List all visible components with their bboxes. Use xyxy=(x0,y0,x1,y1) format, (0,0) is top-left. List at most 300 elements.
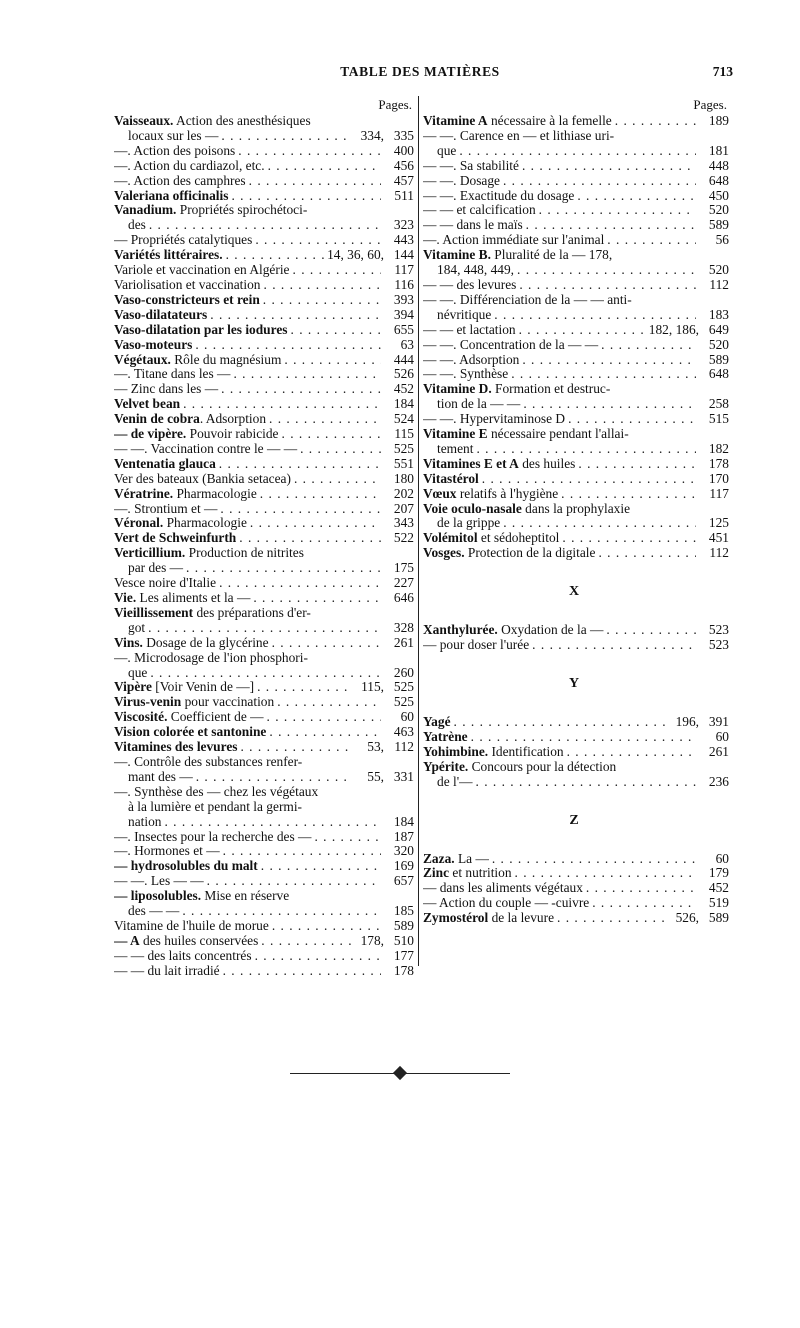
right-column xyxy=(418,96,733,966)
index-entry xyxy=(114,203,414,233)
index-entry xyxy=(419,502,729,532)
entry-heading: Vitamines E et A xyxy=(423,456,519,471)
entry-subject: Ver des bateaux (Bankia setacea) xyxy=(114,471,291,486)
entry-line xyxy=(114,949,414,964)
entry-line xyxy=(114,651,414,666)
entry-line xyxy=(423,881,729,896)
index-entry xyxy=(419,203,729,218)
entry-subject: Concours pour la détection xyxy=(468,759,617,774)
entry-continuation xyxy=(114,561,414,576)
entry-continuation-text: got xyxy=(128,620,146,635)
entry-page: 520 xyxy=(708,203,729,218)
dot-leader xyxy=(263,293,381,308)
index-entry xyxy=(114,844,414,859)
entry-line xyxy=(423,367,729,382)
entry-page: 170 xyxy=(708,471,729,486)
entry-page: 115, xyxy=(361,680,384,695)
index-entry xyxy=(419,457,729,472)
section-letter: X xyxy=(568,584,580,600)
entry-line xyxy=(423,427,729,442)
entry-subject: . Adsorption xyxy=(199,412,267,427)
entry-text xyxy=(423,218,523,233)
entry-subject: — —. Dosage xyxy=(423,173,500,188)
dot-leader xyxy=(561,487,696,502)
entry-line xyxy=(114,785,414,800)
entry-page: 236 xyxy=(708,774,729,789)
entry-line xyxy=(114,487,414,502)
index-entry xyxy=(419,896,729,911)
entry-line xyxy=(423,382,729,397)
entry-page: 60 xyxy=(400,710,414,725)
index-entry xyxy=(419,367,729,382)
entry-page: 452 xyxy=(708,881,729,896)
entry-continuation-text: locaux sur les — xyxy=(128,128,219,143)
entry-text xyxy=(114,323,288,338)
entry-subject: dans la prophylaxie xyxy=(521,501,631,516)
entry-line xyxy=(423,546,729,561)
entry-text xyxy=(114,338,192,353)
entry-page: 334, xyxy=(360,128,384,143)
entry-continuation-text: mant des — xyxy=(128,769,193,784)
index-entry xyxy=(114,144,414,159)
entry-subject: — —. Différenciation de la — — anti- xyxy=(423,292,632,307)
entry-subject: de la levure xyxy=(488,911,555,926)
entry-heading: Virus-venin xyxy=(114,695,182,710)
entry-subject: des préparations d'er- xyxy=(193,605,311,620)
entry-heading: Vipère xyxy=(114,680,152,695)
entry-page: 55, xyxy=(367,769,384,784)
index-entry xyxy=(419,760,729,790)
entry-text xyxy=(114,606,311,621)
entry-subject: —. Insectes pour la recherche des — xyxy=(114,829,312,844)
entry-line xyxy=(114,308,414,323)
dot-leader xyxy=(293,263,382,278)
dot-leader xyxy=(454,715,666,730)
entry-subject: — —. Concentration de la — — xyxy=(423,337,599,352)
entry-line xyxy=(114,680,414,695)
entry-line xyxy=(114,755,414,770)
entry-page: 117 xyxy=(709,486,729,501)
entry-text xyxy=(423,896,589,911)
index-entry xyxy=(114,755,414,785)
entry-heading: Vieillissement xyxy=(114,605,194,620)
entry-page: 515 xyxy=(708,412,729,427)
entry-line xyxy=(114,367,414,382)
dot-leader xyxy=(476,442,696,457)
entry-subject: — — dans le maïs xyxy=(423,218,523,233)
entry-line xyxy=(114,472,414,487)
entry-line xyxy=(423,174,729,189)
dot-leader xyxy=(164,815,381,830)
entry-heading: Yatrène xyxy=(423,729,468,744)
entry-heading: Vert de Schweinfurth xyxy=(114,531,237,546)
entry-text xyxy=(114,457,216,472)
entry-page: 258 xyxy=(708,397,729,412)
running-title: TABLE DES MATIÈRES xyxy=(340,64,500,79)
entry-text xyxy=(114,785,318,800)
entry-page: 523 xyxy=(708,623,729,638)
entry-heading: Vie. xyxy=(114,591,137,605)
entry-heading: Vitamine D. xyxy=(423,382,492,397)
entry-page: 511 xyxy=(394,188,414,203)
entry-text xyxy=(423,866,512,881)
entry-continuation-text: tion de la — — xyxy=(437,397,521,412)
entry-subject: [Voir Venin de —] xyxy=(151,680,255,695)
entry-page: 320 xyxy=(393,844,414,859)
dot-leader xyxy=(567,745,696,760)
index-entry xyxy=(419,353,729,368)
entry-line xyxy=(114,189,414,204)
entry-text xyxy=(114,844,220,859)
entry-heading: Venin de cobra xyxy=(114,412,200,427)
dot-leader xyxy=(219,576,381,591)
dot-leader xyxy=(503,516,696,531)
entry-subject: — Action du couple — -cuivre xyxy=(423,896,590,911)
dot-leader xyxy=(272,919,381,934)
index-entry xyxy=(114,323,414,338)
index-entry xyxy=(419,866,729,881)
dot-leader xyxy=(195,338,381,353)
dot-leader xyxy=(250,516,381,531)
entry-subject: — Propriétés catalytiques xyxy=(114,233,253,248)
index-entry xyxy=(114,964,414,979)
index-entry xyxy=(114,457,414,472)
dot-leader xyxy=(562,531,696,546)
entry-page: 648 xyxy=(708,173,729,188)
entry-page: 187 xyxy=(393,829,414,844)
entry-text xyxy=(114,755,302,770)
index-entry xyxy=(419,129,729,159)
index-entry xyxy=(419,323,729,338)
entry-text xyxy=(423,323,516,338)
dot-leader xyxy=(482,472,696,487)
dot-leader xyxy=(148,621,381,636)
index-entry xyxy=(419,623,729,638)
index-entry xyxy=(114,710,414,725)
entry-heading: Zaza. xyxy=(423,851,455,866)
entry-text xyxy=(423,715,451,730)
entry-text xyxy=(423,353,519,368)
dot-leader xyxy=(511,367,696,382)
entry-text xyxy=(423,159,519,174)
index-entry xyxy=(114,412,414,427)
entry-line xyxy=(423,129,729,144)
entry-subject: et sédoheptitol xyxy=(477,531,560,546)
entry-line xyxy=(423,323,729,338)
index-entry xyxy=(419,412,729,427)
index-entry xyxy=(419,293,729,323)
entry-text xyxy=(114,546,304,561)
dot-leader xyxy=(257,680,351,695)
entry-line xyxy=(114,710,414,725)
index-entry xyxy=(114,874,414,889)
entry-line xyxy=(423,472,729,487)
entry-line xyxy=(114,397,414,412)
entry-page: 589 xyxy=(393,918,414,933)
index-entry xyxy=(419,338,729,353)
dot-leader xyxy=(150,666,381,681)
entry-text xyxy=(423,248,612,263)
dot-leader xyxy=(592,896,696,911)
index-entry xyxy=(114,606,414,636)
entry-heading: Zymostérol xyxy=(423,911,489,926)
entry-subject: Formation et destruc- xyxy=(491,382,611,397)
entry-text xyxy=(423,531,559,546)
index-entry xyxy=(114,516,414,531)
entry-page: 178, xyxy=(360,933,384,948)
entry-page: 260 xyxy=(393,665,414,680)
entry-page: 185 xyxy=(393,904,414,919)
entry-heading: Vitastérol xyxy=(423,471,479,486)
index-entry xyxy=(114,919,414,934)
entry-page: 524 xyxy=(393,412,414,427)
entry-page-2: 144 xyxy=(393,248,414,263)
entry-page: 444 xyxy=(393,352,414,367)
entry-text xyxy=(423,203,536,218)
dot-leader xyxy=(522,159,696,174)
entry-subject: —. Strontium et — xyxy=(114,501,218,516)
index-entry xyxy=(114,591,414,606)
entry-subject: — —. Synthèse xyxy=(423,367,509,382)
entry-line xyxy=(114,233,414,248)
index-entry xyxy=(114,740,414,755)
dot-leader xyxy=(282,427,381,442)
entry-continuation xyxy=(114,815,414,830)
entry-heading: Valeriana officinalis xyxy=(114,188,229,203)
entry-subject: — —. Les — — xyxy=(114,874,204,889)
entry-continuation-text: que xyxy=(128,665,148,680)
entry-page: 343 xyxy=(393,516,414,531)
entry-line xyxy=(423,730,729,745)
entry-line xyxy=(114,353,414,368)
entry-text xyxy=(114,308,207,323)
index-entry xyxy=(114,934,414,949)
dot-leader xyxy=(238,144,381,159)
index-entry xyxy=(419,487,729,502)
entry-page: 117 xyxy=(394,263,414,278)
index-entry xyxy=(114,442,414,457)
dot-leader xyxy=(291,323,382,338)
entry-heading: Végétaux. xyxy=(114,352,171,367)
entry-page: 526 xyxy=(393,367,414,382)
entry-line xyxy=(114,531,414,546)
entry-page-2: 391 xyxy=(708,715,729,729)
entry-line xyxy=(114,576,414,591)
dot-leader xyxy=(221,129,351,144)
dot-leader xyxy=(277,695,381,710)
entry-heading: Vitamine E xyxy=(423,427,488,442)
entry-subject: Oxydation de la — xyxy=(497,623,604,638)
entry-text xyxy=(114,889,289,904)
entry-line xyxy=(423,189,729,204)
entry-continuation-text: de l'— xyxy=(437,774,473,789)
entry-page-2: 331 xyxy=(393,769,414,784)
entry-page: 400 xyxy=(393,143,414,158)
dot-leader xyxy=(476,775,696,790)
entry-subject: Vitamine de l'huile de morue xyxy=(114,918,269,933)
entry-subject: — —. Sa stabilité xyxy=(423,158,519,173)
entry-subject: — —. Vaccination contre le — — xyxy=(114,441,298,456)
entry-heading: Velvet bean xyxy=(114,397,181,412)
entry-line xyxy=(423,531,729,546)
entry-text xyxy=(114,293,260,308)
entry-subject: Action des anesthésiques xyxy=(173,114,311,128)
entry-text xyxy=(423,472,479,487)
right-entries xyxy=(419,114,729,561)
entry-subject: — —. Hypervitaminose D xyxy=(423,412,566,427)
entry-continuation-text: nation xyxy=(128,814,162,829)
entry-subject: —. Titane dans les — xyxy=(114,367,231,382)
dot-leader xyxy=(294,472,381,487)
dot-leader xyxy=(586,881,696,896)
entry-subject: — —. Exactitude du dosage xyxy=(423,188,575,203)
entry-text xyxy=(114,695,274,710)
entry-text xyxy=(114,934,258,949)
entry-subject: Pluralité de la — 178, xyxy=(490,248,613,263)
entry-text xyxy=(423,114,612,129)
entry-subject: Protection de la digitale xyxy=(464,546,596,561)
entry-subject: pour vaccination xyxy=(181,695,275,710)
entry-line xyxy=(423,203,729,218)
dot-leader xyxy=(459,144,696,159)
entry-line xyxy=(423,248,729,263)
dot-leader xyxy=(269,725,381,740)
dot-leader xyxy=(223,844,381,859)
index-entry xyxy=(419,159,729,174)
index-entry xyxy=(114,338,414,353)
entry-text xyxy=(114,278,261,293)
entry-page: 178 xyxy=(708,456,729,471)
entry-line xyxy=(423,487,729,502)
entry-line xyxy=(114,323,414,338)
entry-heading: Yagé xyxy=(423,715,451,729)
entry-continuation-text: par des — xyxy=(128,561,184,576)
dot-leader xyxy=(515,866,696,881)
dot-leader xyxy=(539,203,696,218)
entry-page: 60 xyxy=(715,729,729,744)
entry-line xyxy=(114,382,414,397)
entry-continuation xyxy=(423,308,729,323)
dot-leader xyxy=(519,323,646,338)
entry-text xyxy=(423,233,604,248)
entry-page: 169 xyxy=(393,859,414,874)
entry-text xyxy=(423,745,564,760)
entry-continuation xyxy=(114,666,414,681)
entry-text xyxy=(114,263,290,278)
entry-text xyxy=(114,427,279,442)
entry-text xyxy=(423,338,598,353)
dot-leader xyxy=(268,159,381,174)
entry-line xyxy=(114,442,414,457)
entry-text xyxy=(423,457,575,472)
entry-line xyxy=(423,278,729,293)
left-column xyxy=(114,96,414,979)
dot-leader xyxy=(532,638,696,653)
entry-subject: — — des levures xyxy=(423,277,517,292)
entry-page: 125 xyxy=(708,516,729,531)
entry-line xyxy=(114,502,414,517)
entry-text xyxy=(114,367,230,382)
entry-text xyxy=(423,293,632,308)
dot-leader xyxy=(183,397,381,412)
dot-leader xyxy=(233,367,381,382)
index-entry xyxy=(419,248,729,278)
entry-page: 179 xyxy=(708,866,729,881)
index-entry xyxy=(114,159,414,174)
entry-subject: — — des laits concentrés xyxy=(114,948,252,963)
entry-subject: Rôle du magnésium xyxy=(170,352,282,367)
entry-page: 450 xyxy=(708,188,729,203)
entry-line xyxy=(114,203,414,218)
dot-leader xyxy=(220,502,381,517)
entry-heading: Vitamines des levures xyxy=(114,740,238,755)
entry-text xyxy=(114,576,216,591)
dot-leader xyxy=(284,353,381,368)
entry-heading: — de vipère. xyxy=(114,427,187,442)
entry-line xyxy=(423,896,729,911)
entry-line xyxy=(114,338,414,353)
entry-line xyxy=(114,591,414,606)
entry-heading: Vins. xyxy=(114,635,143,650)
dot-leader xyxy=(606,623,696,638)
entry-page: 53, xyxy=(367,740,384,755)
entry-text xyxy=(423,382,610,397)
entry-text xyxy=(114,710,264,725)
entry-page: 393 xyxy=(393,292,414,307)
index-entry xyxy=(114,397,414,412)
entry-text xyxy=(114,830,311,845)
dot-leader xyxy=(253,591,381,606)
entry-heading: Vaisseaux. xyxy=(114,114,174,128)
index-entry xyxy=(419,472,729,487)
entry-heading: Xanthylurée. xyxy=(423,623,498,638)
dot-leader xyxy=(249,174,381,189)
entry-text xyxy=(114,382,218,397)
entry-line xyxy=(423,457,729,472)
entry-page: 261 xyxy=(393,635,414,650)
entry-subject: — — du lait irradié xyxy=(114,963,220,978)
entry-continuation-text: tement xyxy=(437,441,474,456)
index-entry xyxy=(114,263,414,278)
entry-heading: Vision colorée et santonine xyxy=(114,725,267,740)
entry-text xyxy=(423,623,603,638)
entry-subject: —. Action des poisons xyxy=(114,143,236,158)
index-entry xyxy=(114,308,414,323)
entry-page: 180 xyxy=(393,471,414,486)
index-entry xyxy=(114,382,414,397)
entry-heading: Voie oculo-nasale xyxy=(423,501,522,516)
entry-continuation xyxy=(114,129,414,144)
entry-page: 448 xyxy=(708,158,729,173)
entry-text xyxy=(114,203,307,218)
entry-page: 178 xyxy=(393,963,414,978)
entry-line xyxy=(423,866,729,881)
entry-page: 227 xyxy=(393,576,414,591)
dot-leader xyxy=(264,278,381,293)
index-entry xyxy=(114,785,414,830)
entry-subject: — — et calcification xyxy=(423,203,536,218)
entry-line xyxy=(114,546,414,561)
entry-subject: — dans les aliments végétaux xyxy=(423,881,583,896)
dot-leader xyxy=(226,248,325,263)
diamond-icon xyxy=(393,1066,407,1080)
entry-heading: Véronal. xyxy=(114,516,164,531)
index-entry xyxy=(419,427,729,457)
entry-text xyxy=(114,591,250,606)
entry-line xyxy=(114,844,414,859)
entry-page: 261 xyxy=(708,744,729,759)
entry-subject: Variole et vaccination en Algérie xyxy=(114,263,290,278)
